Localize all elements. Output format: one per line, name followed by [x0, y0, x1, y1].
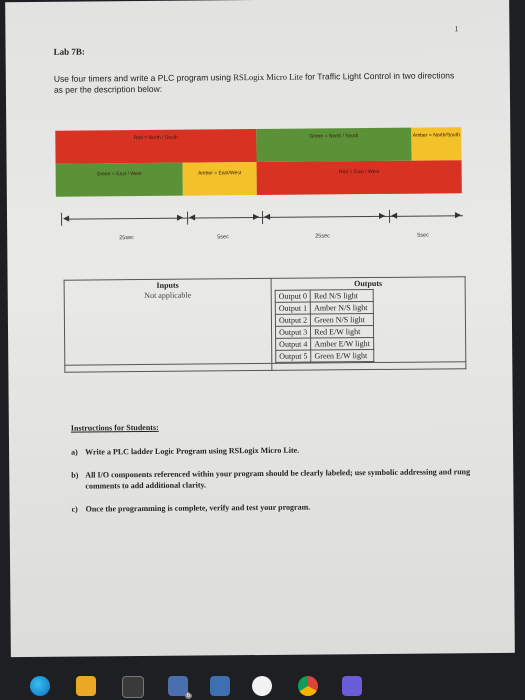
segment-label: Red = North / South [133, 134, 179, 141]
intro-text [54, 70, 464, 96]
lab-title: Lab 7B: [53, 46, 85, 57]
output-desc: Red N/S light [310, 290, 373, 303]
instruction-item [72, 500, 472, 514]
io-table [64, 276, 467, 373]
segment-red-ns [55, 129, 256, 164]
segment-amber-ew [183, 162, 257, 196]
page-number: 1 [454, 24, 459, 34]
intro-prefix: Use four timers and write a PLC program using [53, 72, 234, 84]
segment-label: Red = East / West [338, 168, 380, 175]
outputs-header: Outputs [271, 277, 465, 290]
output-desc: Green E/W light [311, 350, 374, 363]
timeline-bottom-row [56, 160, 462, 197]
arrow-right-icon: ▶ [454, 210, 462, 220]
segment-green-ew [56, 163, 183, 197]
timeline-top-row [55, 127, 461, 164]
item-letter: b) [71, 470, 79, 480]
table-spacer [272, 362, 466, 371]
output-id: Output 5 [276, 350, 311, 362]
item-text: Write a PLC ladder Logic Program using RSLogix Micro Lite. [85, 445, 300, 457]
instruction-item [71, 443, 471, 457]
output-desc: Red E/W light [311, 326, 374, 339]
table-row [275, 314, 373, 327]
segment-label: Green = East / West [96, 170, 142, 177]
inputs-header: Inputs [64, 278, 271, 291]
segment-red-ew [257, 160, 462, 195]
instruction-item [71, 466, 471, 491]
arrow-right-icon: ▶ [176, 212, 184, 222]
output-id: Output 1 [275, 302, 310, 314]
file-manager-icon[interactable] [76, 676, 96, 696]
arrow-right-icon: ▶ [252, 212, 260, 222]
output-desc: Green N/S light [311, 314, 374, 327]
document-page [5, 0, 515, 657]
output-id: Output 3 [275, 326, 310, 338]
table-row [276, 338, 374, 351]
app-icon[interactable] [210, 676, 230, 696]
outputs-table [275, 289, 374, 363]
intro-software: RSLogix Micro Lite [233, 71, 303, 83]
table-row [275, 302, 373, 315]
arrow-right-icon: ▶ [378, 210, 386, 220]
inputs-value-text: Not applicable [144, 290, 192, 301]
taskbar [0, 670, 525, 700]
photos-icon[interactable] [168, 676, 190, 699]
segment-amber-ns [411, 127, 461, 160]
output-id: Output 4 [276, 338, 311, 350]
output-desc: Amber E/W light [311, 338, 374, 351]
xbox-icon[interactable] [252, 676, 272, 696]
duration-label: 25sec [315, 233, 330, 240]
duration-label: 5sec [217, 234, 229, 241]
segment-label: Amber = East/West [198, 169, 242, 177]
output-id: Output 2 [275, 314, 310, 326]
segment-label: Green = North / South [309, 132, 359, 140]
ruler-tick [187, 212, 188, 225]
output-desc: Amber N/S light [311, 302, 374, 315]
edge-icon[interactable] [30, 676, 50, 696]
segment-green-ns [256, 128, 411, 162]
game-icon[interactable] [342, 676, 362, 696]
ruler-tick [61, 213, 62, 226]
duration-ruler [59, 207, 463, 251]
instructions-heading: Instructions for Students: [70, 422, 159, 433]
output-id: Output 0 [275, 290, 310, 302]
item-text: Once the programming is complete, verify and test your program. [85, 502, 311, 514]
inputs-value [64, 290, 272, 365]
badge-count: 6 [186, 693, 190, 699]
arrow-left-icon: ◀ [263, 211, 271, 221]
ruler-tick [262, 211, 263, 224]
outputs-cell [271, 288, 466, 363]
item-text: All I/O components referenced within your program should be clearly labeled; use symbolic addressing and rung comments to add additional clarity. [85, 467, 471, 491]
arrow-left-icon: ◀ [188, 212, 196, 222]
item-letter: a) [71, 447, 78, 457]
instructions [71, 420, 472, 526]
table-row [276, 350, 374, 363]
item-letter: c) [71, 504, 78, 514]
segment-label: Amber = North/South [412, 131, 460, 139]
intro-suffix: for Traffic Light Control in two directions as per the description below: [53, 70, 455, 95]
calculator-icon[interactable] [122, 676, 144, 698]
chrome-icon[interactable] [298, 676, 318, 696]
duration-label: 25sec [119, 235, 134, 242]
table-spacer [65, 363, 272, 372]
table-row [275, 290, 373, 303]
arrow-left-icon: ◀ [390, 210, 398, 220]
table-row [275, 326, 373, 339]
arrow-left-icon: ◀ [62, 213, 70, 223]
ruler-tick [389, 210, 390, 223]
duration-label: 5sec [417, 232, 429, 239]
